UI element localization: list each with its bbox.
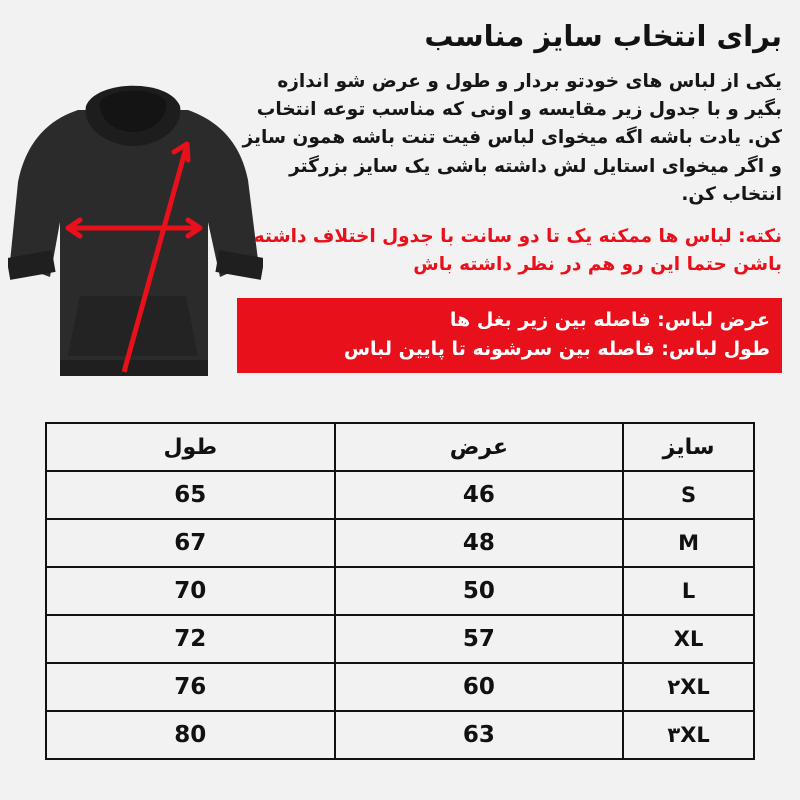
table-row <box>46 471 754 519</box>
size-table <box>45 422 755 760</box>
cell-length: 65 <box>46 471 335 519</box>
cell-length: 80 <box>46 711 335 759</box>
header-size: سایز <box>623 423 754 471</box>
cell-size: ۲XL <box>623 663 754 711</box>
cell-length: 67 <box>46 519 335 567</box>
cell-length: 76 <box>46 663 335 711</box>
instructions-paragraph: یکی از لباس های خودتو بردار و طول و عرض شو اندازه بگیر و با جدول زیر مقایسه و اونی که مناسب توعه انتخاب کن. یادت باشه اگه میخوای لباس فیت تنت باشه همون سایز و اگر میخوای استایل لش داشته باشی یک سایز بزرگتر انتخاب کن. <box>242 71 782 205</box>
table-row <box>46 663 754 711</box>
cell-size: S <box>623 471 754 519</box>
cell-width: 50 <box>335 567 624 615</box>
cell-size: L <box>623 567 754 615</box>
table-row <box>46 711 754 759</box>
table-row <box>46 519 754 567</box>
cell-length: 72 <box>46 615 335 663</box>
table-row <box>46 567 754 615</box>
table-row <box>46 615 754 663</box>
tolerance-note: نکته: لباس ها ممکنه یک تا دو سانت با جدول اختلاف داشته باشن حتما این رو هم در نظر داشته باش <box>253 225 782 275</box>
cell-width: 57 <box>335 615 624 663</box>
table-header-row <box>46 423 754 471</box>
cell-width: 46 <box>335 471 624 519</box>
definitions-box <box>237 298 782 373</box>
header-width: عرض <box>335 423 624 471</box>
header-length: طول <box>46 423 335 471</box>
cell-length: 70 <box>46 567 335 615</box>
instructions-block <box>237 18 782 297</box>
definition-width: عرض لباس: فاصله بین زیر بغل ها <box>449 309 770 331</box>
cell-size: XL <box>623 615 754 663</box>
hoodie-illustration <box>8 72 263 392</box>
cell-width: 60 <box>335 663 624 711</box>
cell-width: 63 <box>335 711 624 759</box>
cell-width: 48 <box>335 519 624 567</box>
cell-size: ۳XL <box>623 711 754 759</box>
definition-length: طول لباس: فاصله بین سرشونه تا پایین لباس <box>343 337 770 360</box>
page-title: برای انتخاب سایز مناسب <box>424 19 782 53</box>
cell-size: M <box>623 519 754 567</box>
